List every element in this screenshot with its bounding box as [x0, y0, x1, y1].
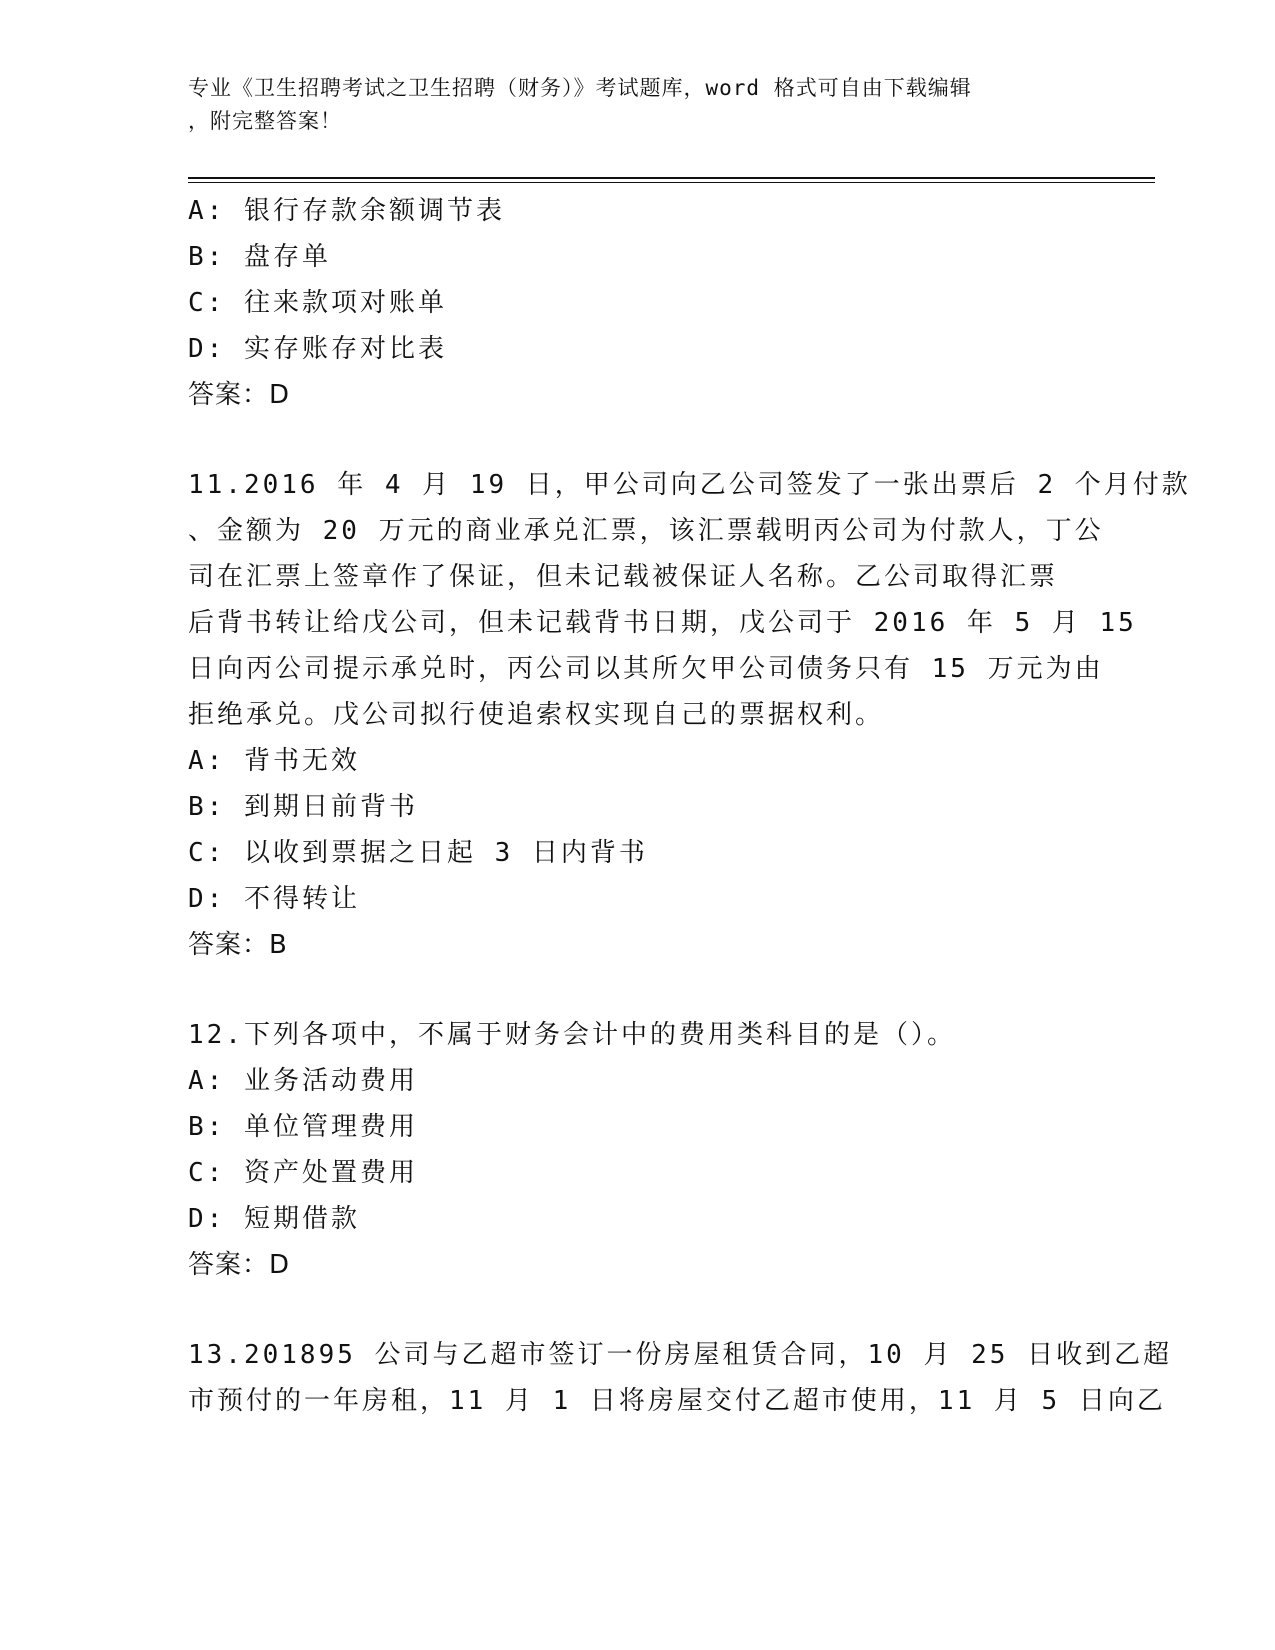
option-a: A: 业务活动费用	[188, 1066, 418, 1096]
spacer	[188, 968, 1088, 1012]
option-d: D: 不得转让	[188, 884, 360, 914]
question-stem-line: 13.201895 公司与乙超市签订一份房屋租赁合同，10 月 25 日收到乙超	[188, 1340, 1173, 1370]
question-11	[188, 462, 1191, 968]
question-12	[188, 1012, 1088, 1288]
option-c: C: 以收到票据之日起 3 日内背书	[188, 838, 648, 868]
question-stem-line: 后背书转让给戊公司，但未记载背书日期，戊公司于 2016 年 5 月 15	[188, 608, 1137, 638]
question-stem-line: 12.下列各项中，不属于财务会计中的费用类科目的是（）。	[188, 1020, 956, 1050]
option-b: B: 到期日前背书	[188, 792, 418, 822]
header-divider-thick	[188, 177, 1155, 179]
option-d: D: 短期借款	[188, 1204, 360, 1234]
answer: 答案：B	[188, 930, 288, 960]
question-10	[188, 188, 1088, 418]
option-a: A: 银行存款余额调节表	[188, 196, 505, 226]
header-divider-thin	[188, 182, 1155, 183]
answer: 答案：D	[188, 1250, 291, 1280]
question-stem-line: 11.2016 年 4 月 19 日，甲公司向乙公司签发了一张出票后 2 个月付款	[188, 470, 1191, 500]
question-stem-line: 日向丙公司提示承兑时，丙公司以其所欠甲公司债务只有 15 万元为由	[188, 654, 1104, 684]
option-a: A: 背书无效	[188, 746, 360, 776]
option-b: B: 单位管理费用	[188, 1112, 418, 1142]
spacer	[188, 1288, 1088, 1332]
option-c: C: 往来款项对账单	[188, 288, 447, 318]
option-c: C: 资产处置费用	[188, 1158, 418, 1188]
question-stem-line: 市预付的一年房租，11 月 1 日将房屋交付乙超市使用，11 月 5 日向乙	[188, 1386, 1166, 1416]
header-line-1: 专业《卫生招聘考试之卫生招聘（财务）》考试题库，word 格式可自由下载编辑	[188, 76, 972, 100]
spacer	[188, 418, 1088, 462]
question-13	[188, 1332, 1173, 1424]
document-header	[188, 72, 1088, 138]
question-list	[188, 188, 1191, 1424]
header-line-2: ，附完整答案！	[188, 109, 342, 133]
option-b: B: 盘存单	[188, 242, 331, 272]
question-stem-line: 司在汇票上签章作了保证，但未记载被保证人名称。乙公司取得汇票	[188, 562, 1059, 592]
answer: 答案：D	[188, 380, 291, 410]
question-stem-line: 、金额为 20 万元的商业承兑汇票，该汇票载明丙公司为付款人，丁公	[188, 516, 1104, 546]
question-stem-line: 拒绝承兑。戊公司拟行使追索权实现自己的票据权利。	[188, 700, 885, 730]
option-d: D: 实存账存对比表	[188, 334, 447, 364]
